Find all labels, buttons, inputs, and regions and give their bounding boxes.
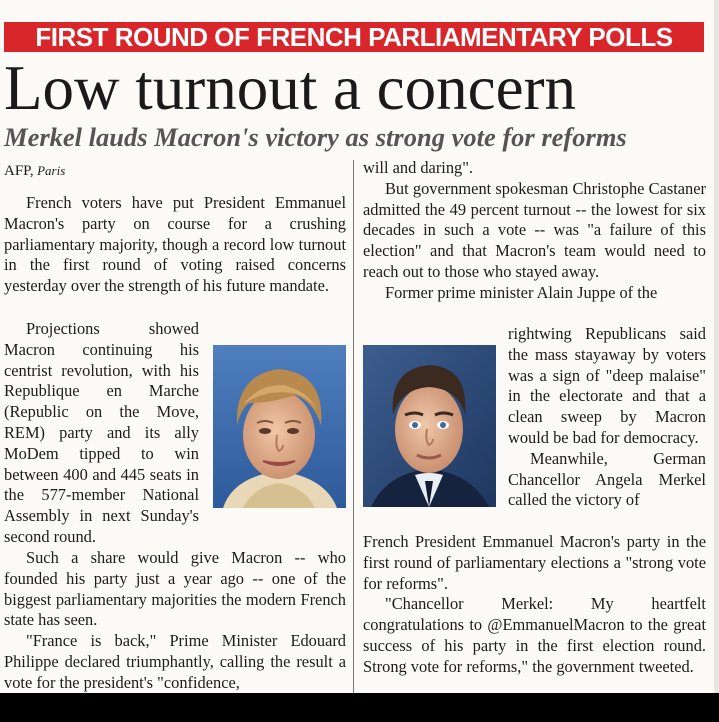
paragraph: French President Emmanuel Macron's party in the first round of parliamentary elections a "strong vote for reforms". — [363, 532, 706, 593]
paragraph: Projections showed Macron continuing his centrist revolution, with his Republique en Marche (Republic on the Move, REM) party and its ally MoDem tipped to win between 400 and 445 seats in the 577-member National Assembly in next Sunday's second round. — [4, 319, 199, 546]
subheadline: Merkel lauds Macron's victory as strong vote for reforms — [4, 122, 627, 152]
paragraph: Former prime minister Alain Juppe of the — [385, 282, 658, 302]
bottom-black-bar — [0, 693, 719, 722]
article-col1-top — [4, 193, 346, 297]
page-edge — [714, 0, 719, 693]
byline-place: Paris — [37, 163, 66, 178]
macron-portrait-graphic — [363, 345, 496, 507]
byline — [4, 161, 65, 182]
article-col2-wrap — [508, 324, 706, 511]
article-col1-bottom — [4, 548, 346, 694]
paragraph: will and daring". — [363, 158, 474, 177]
paragraph: rightwing Republicans said the mass stayaway by voters was a sign of "deep malaise" in the electorate and that a clean sweep by Macron would be bad for democracy. — [508, 324, 706, 447]
paragraph: French voters have put President Emmanuel Macron's party on course for a crushing parliamentary majority, though a record low turnout in the first round of voting raised concerns yesterday over the strength of his future mandate. — [4, 193, 346, 296]
article-col1-wrap — [4, 319, 199, 548]
column-divider — [353, 160, 354, 693]
kicker-banner: FIRST ROUND OF FRENCH PARLIAMENTARY POLLS — [4, 22, 704, 52]
article-col2-bottom — [363, 532, 706, 678]
paragraph: "France is back," Prime Minister Edouard Philippe declared triumphantly, calling the result a vote for the president's "confidence, — [4, 631, 346, 692]
article-col2-top — [363, 158, 706, 304]
paragraph: Meanwhile, German Chancellor Angela Merkel called the victory of — [508, 448, 706, 510]
merkel-portrait-graphic — [213, 345, 346, 508]
paragraph: Such a share would give Macron -- who founded his party just a year ago -- one of the biggest parliamentary majorities the modern French state has seen. — [4, 548, 346, 630]
byline-agency: AFP, — [4, 163, 34, 179]
headline: Low turnout a concern — [4, 53, 577, 123]
photo-macron — [363, 345, 496, 507]
photo-merkel — [213, 345, 346, 508]
paragraph: But government spokesman Christophe Castaner admitted the 49 percent turnout -- the lowest for six decades in such a vote -- was "a failure of this election" and that Macron's team would need to reach out to those who stayed away. — [363, 178, 706, 281]
paragraph: "Chancellor Merkel: My heartfelt congratulations to @EmmanuelMacron to the great success of his party in the first election round. Strong vote for reforms," the government tweeted. — [363, 594, 706, 676]
